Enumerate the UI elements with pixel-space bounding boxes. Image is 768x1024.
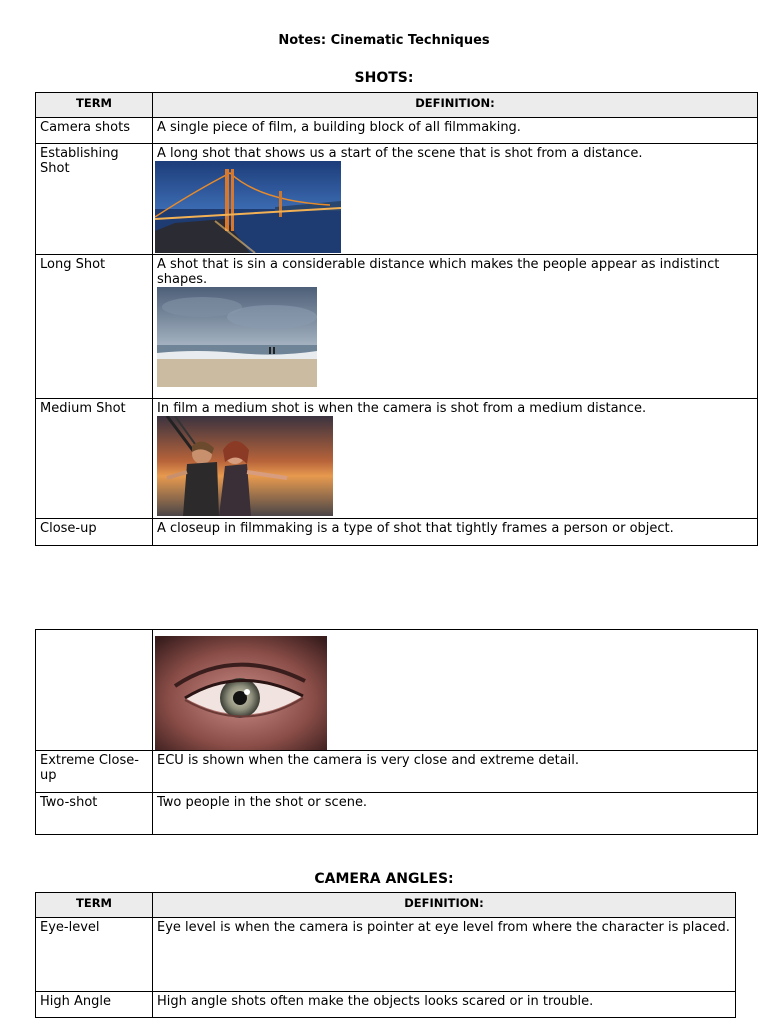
term-cell: Eye-level: [36, 918, 153, 992]
term-cell: High Angle: [36, 992, 153, 1018]
table-row: [36, 992, 736, 1018]
table-header-row: [36, 93, 758, 118]
titanic-couple-image-art: [157, 416, 333, 516]
term-cell: [36, 630, 153, 751]
term-cell: Medium Shot: [36, 399, 153, 519]
shots-table: [35, 92, 758, 546]
definition-cell: Eye level is when the camera is pointer at eye level from where the character is placed.: [153, 918, 736, 992]
table-row: [36, 751, 758, 793]
golden-gate-bridge-image: [155, 161, 755, 253]
term-cell: Close-up: [36, 519, 153, 546]
definition-cell: [153, 399, 758, 519]
definition-cell: [153, 255, 758, 399]
document-title: Notes: Cinematic Techniques: [278, 33, 490, 48]
titanic-couple-image: [157, 416, 753, 516]
definition-cell: [153, 630, 758, 751]
definition-cell: A closeup in filmmaking is a type of shot that tightly frames a person or object.: [153, 519, 758, 546]
table-header-row: [36, 893, 736, 918]
eye-image-art: [155, 636, 327, 750]
table-row: [36, 519, 758, 546]
term-header: TERM: [36, 93, 153, 118]
definition-header: DEFINITION:: [153, 93, 758, 118]
term-cell: Long Shot: [36, 255, 153, 399]
definition-cell: [153, 144, 758, 255]
definition-cell: ECU is shown when the camera is very close and extreme detail.: [153, 751, 758, 793]
golden-gate-bridge-image-art: [155, 161, 341, 253]
definition-cell: A single piece of film, a building block of all filmmaking.: [153, 118, 758, 144]
table-row: [36, 793, 758, 835]
beach-image-art: [157, 287, 317, 387]
definition-text: A long shot that shows us a start of the scene that is shot from a distance.: [157, 146, 643, 161]
definition-text: A shot that is sin a considerable distance which makes the people appear as indistinct shapes.: [157, 257, 720, 287]
shots-section-title: SHOTS:: [354, 70, 414, 86]
term-cell: Camera shots: [36, 118, 153, 144]
term-header: TERM: [36, 893, 153, 918]
camera-angles-table: [35, 892, 736, 1018]
definition-text: In film a medium shot is when the camera is shot from a medium distance.: [157, 401, 647, 416]
definition-cell: Two people in the shot or scene.: [153, 793, 758, 835]
definition-cell: High angle shots often make the objects looks scared or in trouble.: [153, 992, 736, 1018]
camera-angles-section-title: CAMERA ANGLES:: [314, 871, 454, 887]
beach-image: [157, 287, 753, 387]
shots-continued-table: [35, 629, 758, 835]
extreme-close-up-eye-image: [155, 636, 755, 750]
term-cell: Extreme Close-up: [36, 751, 153, 793]
table-row: [36, 144, 758, 255]
term-cell: Two-shot: [36, 793, 153, 835]
definition-header: DEFINITION:: [153, 893, 736, 918]
table-row: [36, 255, 758, 399]
term-cell: Establishing Shot: [36, 144, 153, 255]
table-row: [36, 918, 736, 992]
table-row: [36, 118, 758, 144]
table-row: [36, 630, 758, 751]
table-row: [36, 399, 758, 519]
